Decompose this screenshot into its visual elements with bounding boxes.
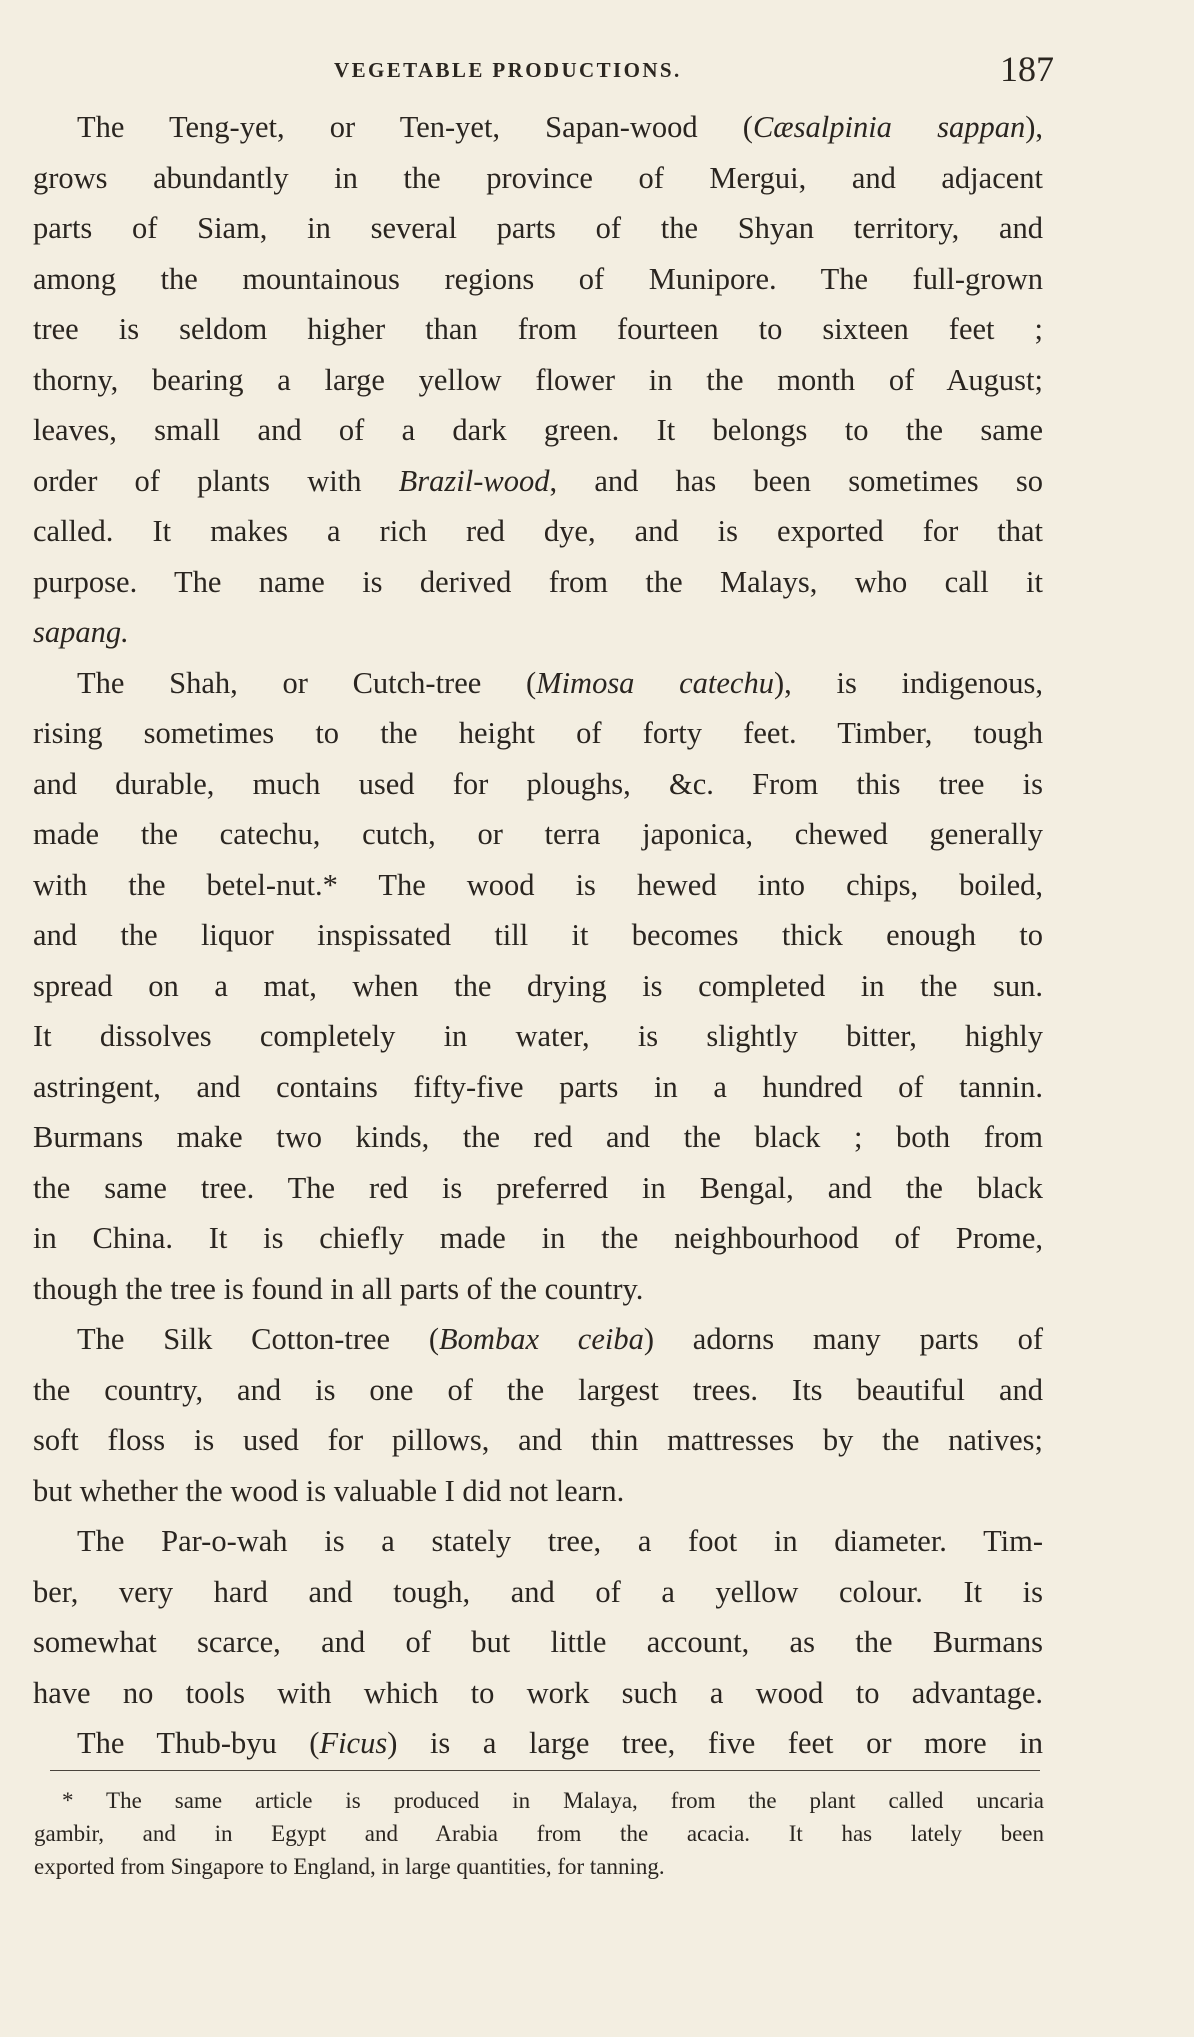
- text-line: [33, 1365, 1043, 1416]
- footnote-line: [34, 1817, 1044, 1850]
- text-run: somewhat scarce, and of but little account, as the Burmans: [33, 1625, 1043, 1659]
- text-line: [33, 557, 1043, 608]
- text-run: made the catechu, cutch, or terra japonica, chewed generally: [33, 817, 1043, 851]
- text-run: order of plants with: [33, 463, 399, 498]
- text-line: [33, 860, 1043, 911]
- italic-text: Cæsalpinia sappan: [752, 110, 1026, 144]
- text-line: [33, 1466, 1043, 1517]
- text-run: The Teng-yet, or Ten-yet, Sapan-wood (: [77, 110, 753, 144]
- text-run: * The same article is produced in Malaya, from the plant called: [62, 1788, 977, 1813]
- italic-text: Ficus: [319, 1726, 388, 1760]
- footnote-line: [34, 1850, 1044, 1883]
- text-line: [33, 203, 1043, 254]
- text-line: [33, 1415, 1043, 1466]
- text-line: [33, 809, 1043, 860]
- text-line: [33, 1718, 1043, 1769]
- text-run: The Silk Cotton-tree (: [77, 1322, 440, 1356]
- text-run: ),: [1025, 110, 1043, 144]
- page-number: 187: [1000, 49, 1054, 89]
- text-run: ber, very hard and tough, and of a yellow colour. It is: [33, 1574, 1043, 1609]
- text-line: [33, 456, 1043, 507]
- text-run: The Shah, or Cutch-tree (: [77, 665, 537, 700]
- text-line: [33, 708, 1043, 759]
- text-line: [33, 1668, 1043, 1719]
- text-line: [33, 405, 1043, 456]
- text-run: the same tree. The red is preferred in Bengal, and the black: [33, 1170, 1043, 1205]
- text-run: exported from Singapore to England, in large quantities, for tanning.: [34, 1854, 665, 1879]
- text-line: [33, 1213, 1043, 1264]
- text-run: Burmans make two kinds, the red and the black ; both from: [33, 1120, 1043, 1154]
- text-line: [33, 961, 1043, 1012]
- text-line: [33, 759, 1043, 810]
- text-run: ), is indigenous,: [773, 665, 1043, 700]
- text-run: with the betel-nut.* The wood is hewed into chips, boiled,: [33, 867, 1043, 902]
- text-run: thorny, bearing a large yellow flower in the month of August;: [33, 362, 1043, 397]
- text-run: ) is a large tree, five feet or more in: [387, 1726, 1044, 1760]
- text-run: ) adorns many parts of: [643, 1322, 1043, 1356]
- text-line: [33, 1617, 1043, 1668]
- text-run: among the mountainous regions of Munipore. The full-grown: [33, 261, 1043, 296]
- italic-text: Mimosa catechu: [536, 665, 774, 700]
- text-run: . It has lately been: [744, 1821, 1044, 1846]
- text-line: [33, 1314, 1043, 1365]
- text-line: [33, 506, 1043, 557]
- text-run: grows abundantly in the province of Mergui, and adjacent: [33, 160, 1043, 195]
- text-run: astringent, and contains fifty-five parts in a hundred of tannin.: [33, 1069, 1043, 1104]
- page-header: [334, 50, 1054, 90]
- text-run: The Thub-byu (: [77, 1726, 320, 1760]
- text-line: [33, 1011, 1043, 1062]
- text-run: and the liquor inspissated till it becomes thick enough to: [33, 918, 1043, 952]
- text-line: [33, 1163, 1043, 1214]
- body-text: [33, 102, 1043, 1769]
- italic-text: Brazil-wood: [398, 463, 550, 498]
- text-line: [33, 254, 1043, 305]
- text-line: [33, 1516, 1043, 1567]
- italic-text: acacia: [686, 1821, 745, 1846]
- text-run: in China. It is chiefly made in the neighbourhood of Prome,: [33, 1221, 1043, 1255]
- text-line: [33, 658, 1043, 709]
- text-run: The Par-o-wah is a stately tree, a foot in diameter. Tim-: [77, 1524, 1043, 1558]
- footnote-line: [34, 1784, 1044, 1817]
- italic-text: Bombax ceiba: [439, 1322, 644, 1356]
- text-run: rising sometimes to the height of forty feet. Timber, tough: [33, 716, 1043, 750]
- text-line: [33, 304, 1043, 355]
- text-line: [33, 607, 1043, 658]
- text-run: , and has been sometimes so: [549, 463, 1043, 498]
- italic-text: uncaria: [976, 1788, 1044, 1813]
- text-run: but whether the wood is valuable I did not learn.: [33, 1473, 625, 1508]
- italic-text: sapang.: [33, 615, 129, 649]
- text-run: called. It makes a rich red dye, and is exported for that: [33, 514, 1043, 548]
- text-line: [33, 910, 1043, 961]
- footnote-rule: [50, 1770, 1040, 1771]
- footnote: [34, 1784, 1044, 1883]
- text-run: spread on a mat, when the drying is completed in the sun.: [33, 968, 1043, 1003]
- text-line: [33, 1062, 1043, 1113]
- text-run: the country, and is one of the largest trees. Its beautiful and: [33, 1372, 1043, 1407]
- text-run: and durable, much used for ploughs, &c. From this tree is: [33, 766, 1043, 801]
- text-run: though the tree is found in all parts of the country.: [33, 1271, 644, 1306]
- text-run: parts of Siam, in several parts of the Shyan territory, and: [33, 211, 1043, 245]
- text-run: tree is seldom higher than from fourteen to sixteen feet ;: [33, 312, 1043, 346]
- text-line: [33, 102, 1043, 153]
- text-line: [33, 153, 1043, 204]
- running-head: VEGETABLE PRODUCTIONS.: [334, 58, 682, 82]
- text-line: [33, 1264, 1043, 1315]
- text-line: [33, 1112, 1043, 1163]
- text-run: , and in Egypt and Arabia from the: [98, 1821, 687, 1846]
- text-run: It dissolves completely in water, is slightly bitter, highly: [33, 1019, 1043, 1053]
- text-run: purpose. The name is derived from the Malays, who call it: [33, 564, 1043, 599]
- italic-text: gambir: [34, 1821, 99, 1846]
- text-run: leaves, small and of a dark green. It belongs to the same: [33, 413, 1043, 447]
- text-run: soft floss is used for pillows, and thin mattresses by the natives;: [33, 1423, 1043, 1457]
- text-line: [33, 1567, 1043, 1618]
- text-run: have no tools with which to work such a wood to advantage.: [33, 1675, 1043, 1710]
- text-line: [33, 355, 1043, 406]
